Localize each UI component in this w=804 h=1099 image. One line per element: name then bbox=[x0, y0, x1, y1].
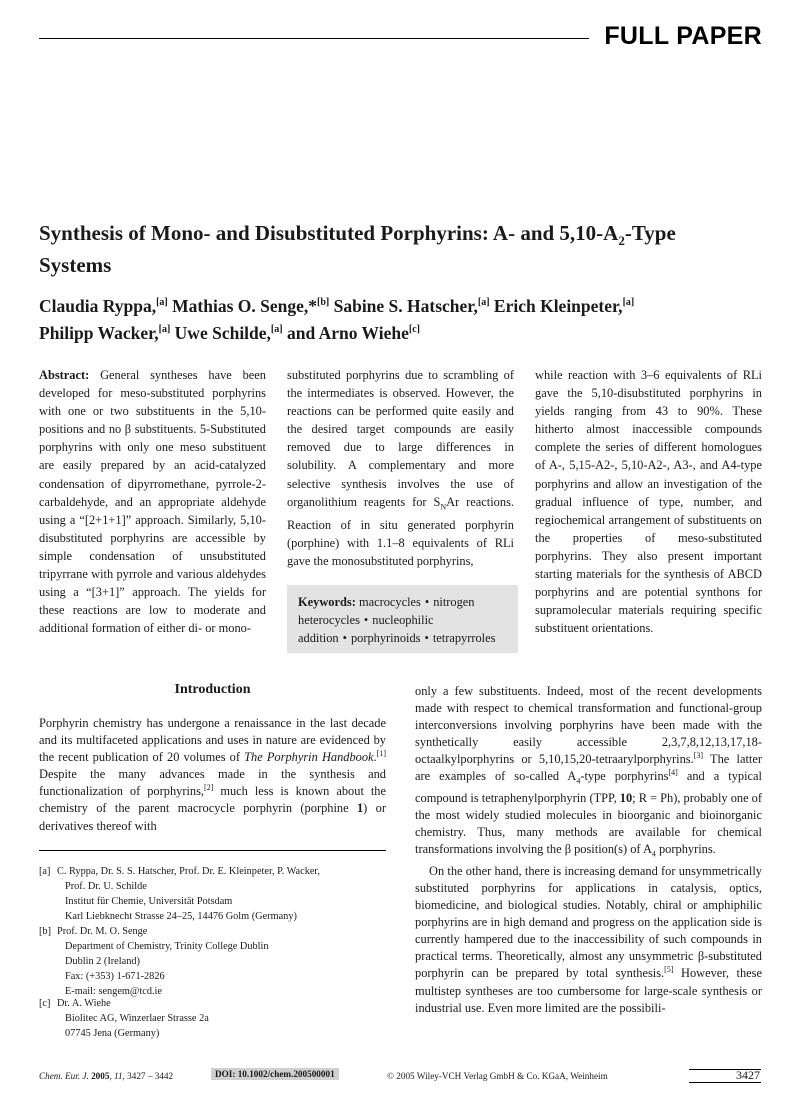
footer-citation: Chem. Eur. J. 2005, 11, 3427 – 3442 bbox=[39, 1071, 174, 1081]
abstract-label: Abstract: bbox=[39, 368, 90, 382]
abstract-column-3: while reaction with 3–6 equivalents of RLi gave the 5,10-disubstituted porphyrins in yields ranging from 43 to 90%. These hitherto almost inaccessible compounds complete the series of different homologues of A-, 5,15-A2-, 5,10-A2-, A3-, and A4-type porphyrins and allow an investigation of the gradual influence of type, number, and regiochemical arrangement of substituents on the properties of meso-substituted porphyrins. They also present important starting materials for the synthesis of ABCD porphyrins and are potential synthons for supramolecular materials requiring specific substituent orientations. bbox=[535, 368, 762, 636]
abstract-column-2: substituted porphyrins due to scrambling of the intermediates is observed. However, the reactions can be performed quite easily and the desired target compounds are easily removed due to large differences in solubility. A complementary and more selective synthesis involves the use of organolithium reagents for $S_NAr$ reactions. Reaction of in situ generated porphyrin (porphine) with 1.1–8 equivalents of RLi gave the monosubstituted porphyrins, bbox=[287, 368, 514, 569]
article-title: Synthesis of Mono- and Disubstituted Porphyrins: A- and $5,10-A_2$-Type Systems bbox=[39, 221, 676, 278]
intro-right-column bbox=[415, 683, 762, 1017]
footnote-rule bbox=[39, 850, 386, 851]
affiliation-c: [c] Dr. A. Wiehe Biolitec AG, Winzerlaer Strasse 2a 07745 Jena (Germany) bbox=[39, 998, 209, 1039]
affiliation-b: [b] Prof. Dr. M. O. Senge Department of Chemistry, Trinity College Dublin Dublin 2 (Ireland) Fax: (+353) 1-671-2826 E-mail: sengem@tcd.ie bbox=[39, 924, 386, 999]
page-number: 3427 bbox=[736, 1068, 760, 1082]
footer-doi: DOI: 10.1002/chem.200500001 bbox=[211, 1068, 339, 1080]
header-rule bbox=[39, 38, 589, 39]
keywords-label: Keywords: bbox=[298, 595, 356, 609]
intro-left-column: Porphyrin chemistry has undergone a renaissance in the last decade and its multifaceted applications and uses in nature are evidenced by the recent publication of 20 volumes of The Porphyrin Handbook.[1] Despite the many advances made in the synthesis and functionalization of porphyrins,[2] much less is known about the chemistry of the parent macrocycle porphyrin (porphine 1) or derivatives thereof with bbox=[39, 716, 387, 833]
paragraph: only a few substituents. Indeed, most of the recent developments made with respect to chemical transformation and functional-group interconversions involving porphyrins have been made with the synthetically easily accessible 2,3,7,8,12,13,17,18-octaalkylporphyrins or 5,10,15,20-tetraarylporphyrins.[3] The latter are examples of so-called $A_4$-type porphyrins[4] and a typical compound is tetraphenylporphyrin (TPP, 10; R = Ph), probably one of the most widely studied molecules in bioorganic and bioinorganic chemistry. Thus, many methods are available for chemical transformations involving the β position(s) of $A_4$ porphyrins. bbox=[415, 684, 763, 859]
section-heading-introduction: Introduction bbox=[174, 682, 251, 697]
email-link: E-mail: sengem@tcd.ie bbox=[65, 986, 162, 997]
footer-copyright: © 2005 Wiley-VCH Verlag GmbH & Co. KGaA, Weinheim bbox=[387, 1071, 608, 1081]
paragraph: On the other hand, there is increasing demand for unsymmetrically substituted porphyrins for applications in catalysis, optics, biomedicine, and biological studies. Notably, chiral or amphiphilic porphyrins are in high demand and progress on the application side is currently hampered due to the inaccessibility of such compounds in practical terms. Theoretically, almost any unsymmetric β-substituted porphyrin can be prepared by total synthesis.[5] However, these multistep syntheses are too cumbersome for large-scale synthesis or industrial use. Even more limited are the possibili- bbox=[415, 863, 762, 1015]
keywords-box: Keywords: macrocycles • nitrogen heterocycles • nucleophilic addition • porphyrinoids • tetrapyrroles bbox=[287, 585, 518, 653]
author-list: Claudia Ryppa,[a] Mathias O. Senge,*[b] Sabine S. Hatscher,[a] Erich Kleinpeter,[a] Philipp Wacker,[a] Uwe Schilde,[a] and Arno Wiehe[c] bbox=[39, 295, 635, 343]
abstract-column-1: Abstract: General syntheses have been developed for meso-substituted porphyrins with one or two substituents in the 5,10-positions and no β substituents. 5-Substituted porphyrins with only one meso substituent are easily prepared by an acid-catalyzed condensation of dipyrromethane, pyrrole-2-carbaldehyde, and an appropriate aldehyde using a “[2+1+1]” approach. Similarly, 5,10-disubstituted porphyrins are accessible by simple condensation of unsubstituted tripyrrane with pyrrole and various aldehydes using a “[3+1]” approach. The yields for these reactions are low to moderate and additional formation of either di- or mono- bbox=[39, 368, 266, 636]
affiliation-a: [a] C. Ryppa, Dr. S. S. Hatscher, Prof. Dr. E. Kleinpeter, P. Wacker, Prof. Dr. U. Schilde Institut für Chemie, Universität Potsdam Karl Liebknecht Strasse 24–25, 14476 Golm (Germany) bbox=[39, 866, 321, 922]
section-label: FULL PAPER bbox=[604, 22, 762, 50]
